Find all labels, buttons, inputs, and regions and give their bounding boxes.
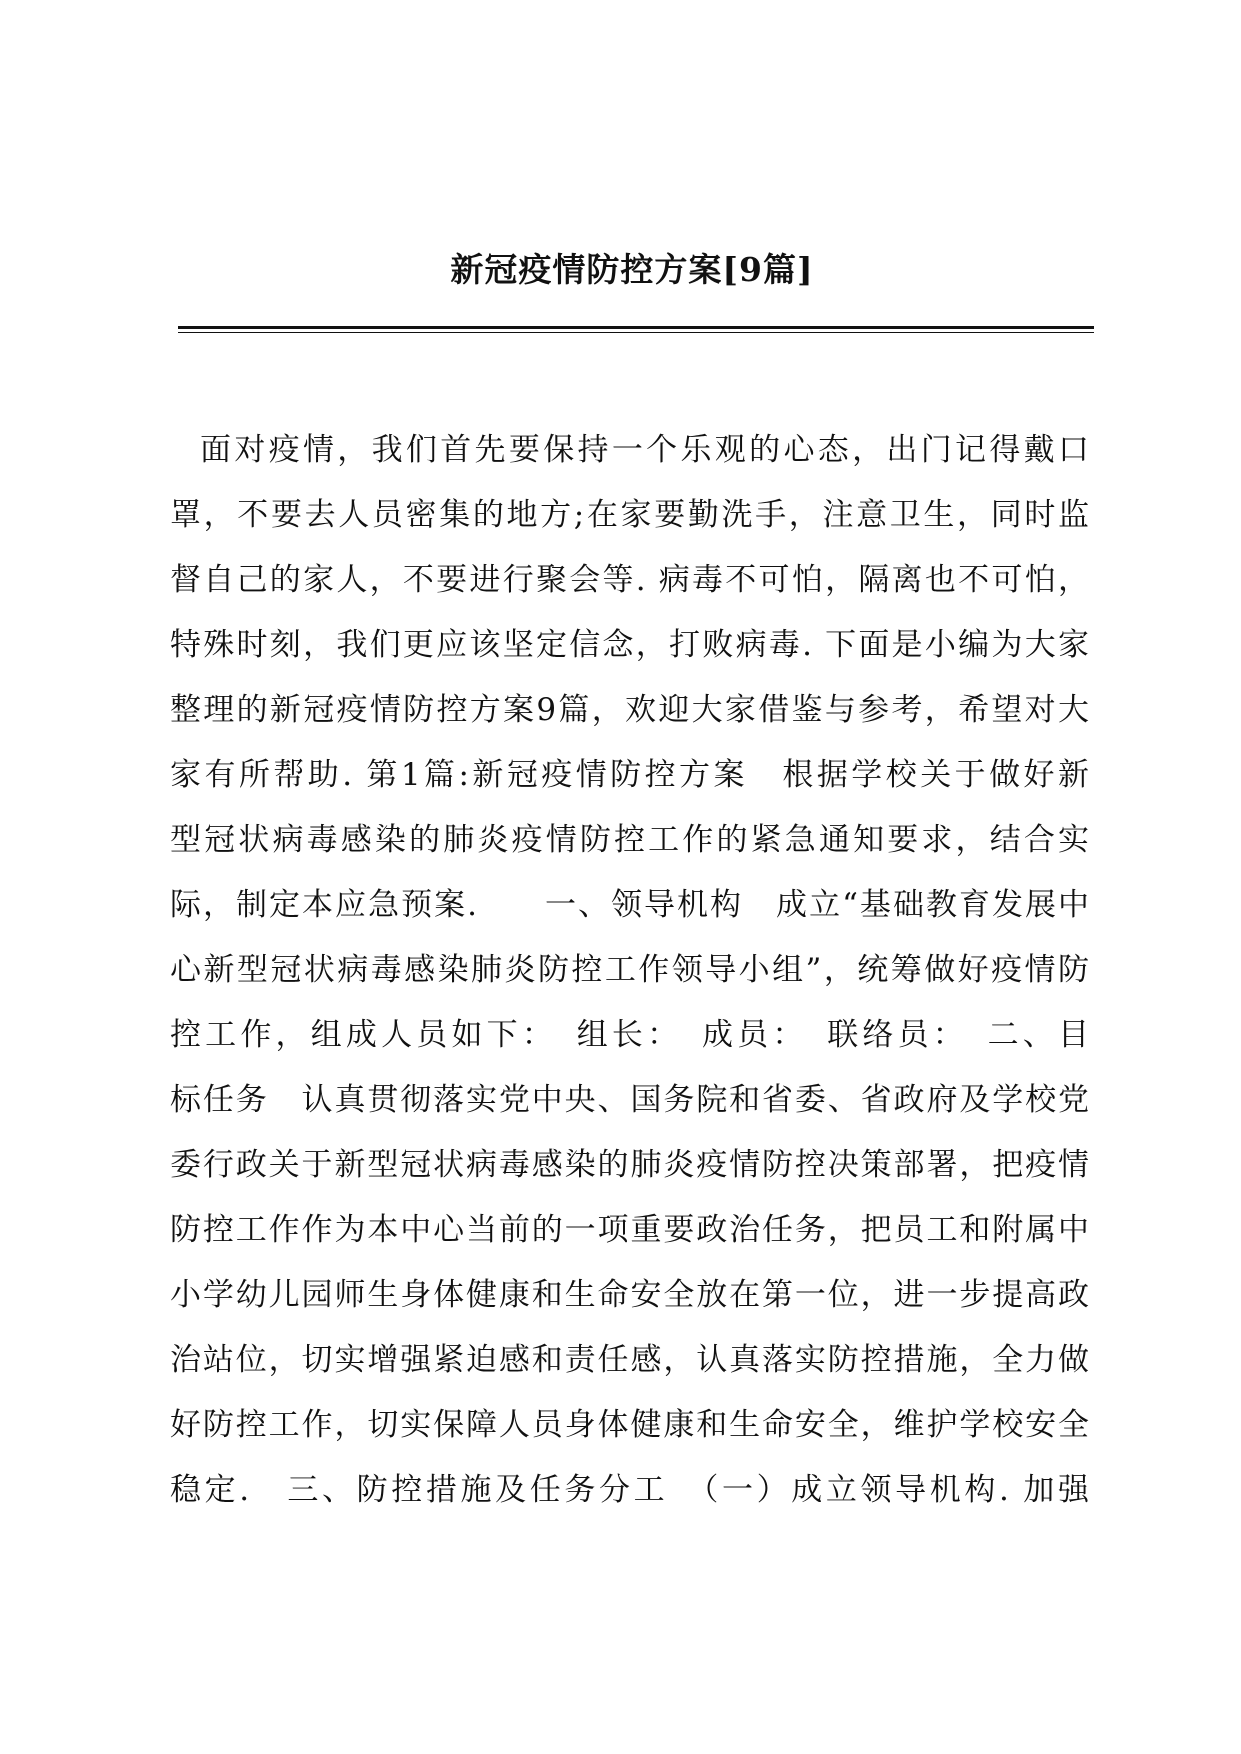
document-title: 新冠疫情防控方案[9篇] bbox=[450, 250, 814, 289]
body-line: 罩，不要去人员密集的地方;在家要勤洗手，注意卫生，同时监 bbox=[170, 497, 1090, 533]
body-paragraph bbox=[170, 418, 1090, 1523]
body-line: 整理的新冠疫情防控方案9篇，欢迎大家借鉴与参考，希望对大 bbox=[170, 692, 1090, 728]
body-line: 家有所帮助. 第1篇:新冠疫情防控方案 根据学校关于做好新 bbox=[170, 757, 1090, 793]
body-line: 面对疫情，我们首先要保持一个乐观的心态，出门记得戴口 bbox=[200, 432, 1090, 468]
body-line: 委行政关于新型冠状病毒感染的肺炎疫情防控决策部署，把疫情 bbox=[170, 1147, 1090, 1183]
body-line: 际，制定本应急预案. 一、领导机构 成立“基础教育发展中 bbox=[170, 887, 1090, 923]
body-line: 督自己的家人，不要进行聚会等. 病毒不可怕，隔离也不可怕， bbox=[170, 562, 1090, 598]
body-line: 特殊时刻，我们更应该坚定信念，打败病毒. 下面是小编为大家 bbox=[170, 627, 1090, 663]
body-line: 标任务 认真贯彻落实党中央、国务院和省委、省政府及学校党 bbox=[170, 1082, 1090, 1118]
title-rule-thin bbox=[178, 332, 1094, 333]
body-line: 治站位，切实增强紧迫感和责任感，认真落实防控措施，全力做 bbox=[170, 1342, 1090, 1378]
body-line: 型冠状病毒感染的肺炎疫情防控工作的紧急通知要求，结合实 bbox=[170, 822, 1090, 858]
body-line: 小学幼儿园师生身体健康和生命安全放在第一位，进一步提高政 bbox=[170, 1277, 1090, 1313]
body-line: 防控工作作为本中心当前的一项重要政治任务，把员工和附属中 bbox=[170, 1212, 1090, 1248]
body-line: 稳定. 三、防控措施及任务分工 （一）成立领导机构. 加强 bbox=[170, 1472, 1090, 1508]
body-line: 好防控工作，切实保障人员身体健康和生命安全，维护学校安全 bbox=[170, 1407, 1090, 1443]
title-rule-thick bbox=[178, 326, 1094, 329]
body-line: 心新型冠状病毒感染肺炎防控工作领导小组”，统筹做好疫情防 bbox=[170, 952, 1090, 988]
body-line: 控工作，组成人员如下： 组长： 成员： 联络员： 二、目 bbox=[170, 1017, 1090, 1053]
